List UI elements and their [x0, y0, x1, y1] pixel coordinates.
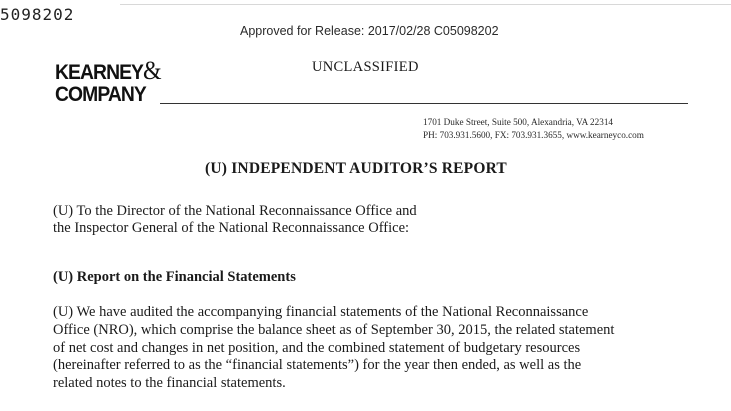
kearney-company-logo: [55, 56, 165, 110]
paragraph-line: related notes to the financial statements.: [53, 375, 286, 392]
letterhead-rule: [160, 103, 688, 104]
salutation-line: the Inspector General of the National Reconnaissance Office:: [53, 220, 410, 236]
logo-line-kearney: [55, 56, 162, 85]
address-contact-line: PH: 703.931.5600, FX: 703.931.3655, www.kearneyco.com: [423, 129, 644, 140]
paragraph-line: (U) We have audited the accompanying financial statements of the National Reconnaissance: [53, 304, 589, 320]
release-stamp: Approved for Release: 2017/02/28 C05098202: [240, 24, 499, 38]
body-paragraph: [53, 304, 614, 393]
classification-marking: UNCLASSIFIED: [312, 59, 419, 75]
paragraph-line: (hereinafter referred to as the “financial statements”) for the year then ended, as well as the: [53, 357, 582, 374]
letterhead-address: [423, 116, 644, 141]
logo-ampersand: &: [143, 56, 162, 85]
logo-line-company: COMPANY: [55, 83, 146, 106]
salutation-line: (U) To the Director of the National Reconnaissance Office and: [53, 203, 417, 219]
paragraph-line: Office (NRO), which comprise the balance sheet as of September 30, 2015, the related statement: [53, 321, 615, 338]
paragraph-line: of net cost and changes in net position, and the combined statement of budgetary resources: [53, 339, 581, 356]
document-number: 5098202: [0, 5, 75, 24]
address-street-line: 1701 Duke Street, Suite 500, Alexandria, VA 22314: [423, 117, 614, 127]
salutation: [53, 203, 417, 237]
top-divider: [120, 4, 731, 5]
report-title: (U) INDEPENDENT AUDITOR’S REPORT: [205, 160, 507, 177]
logo-word-kearney: KEARNEY: [55, 61, 144, 84]
section-heading: (U) Report on the Financial Statements: [53, 269, 296, 285]
